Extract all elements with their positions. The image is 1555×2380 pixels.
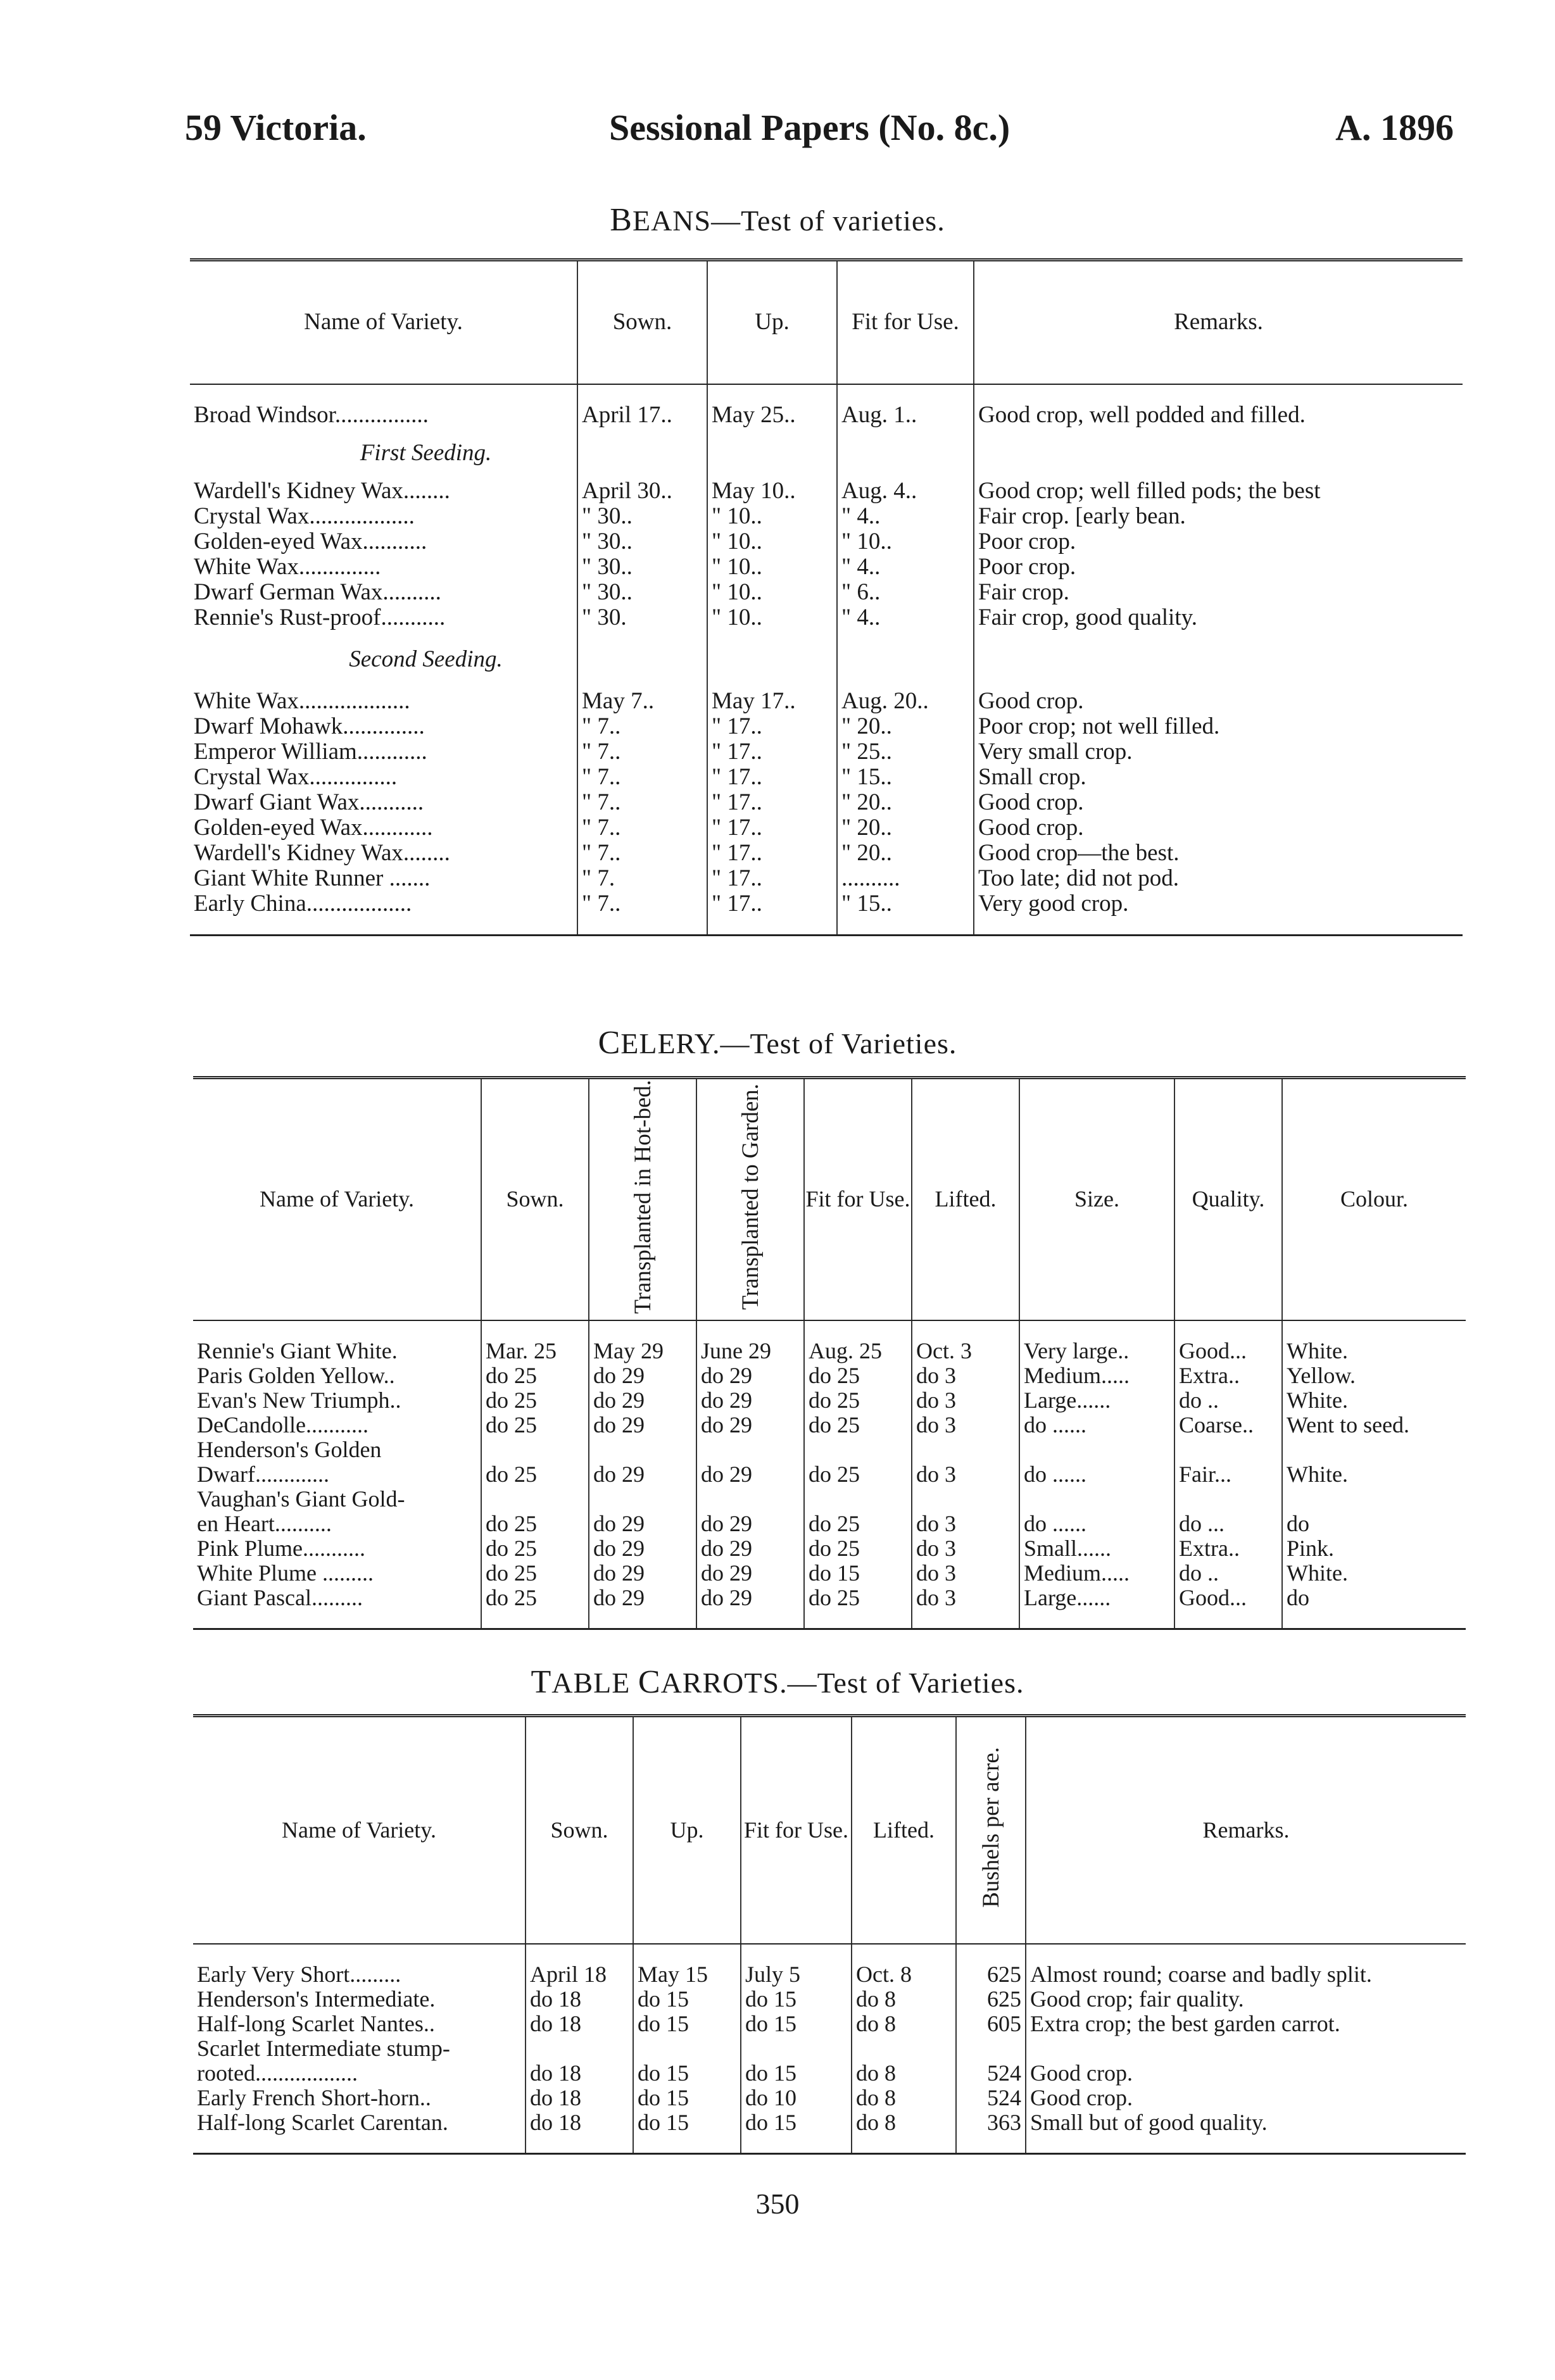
carrots-title-sc1: ABLE	[551, 1667, 631, 1699]
beans-col-sown: Sown.	[577, 260, 707, 384]
table-row: Henderson's Golden	[193, 1437, 1466, 1462]
carrots-col-name: Name of Variety.	[193, 1716, 526, 1944]
beans-col-up: Up.	[707, 260, 837, 384]
celery-col-name: Name of Variety.	[193, 1078, 481, 1320]
table-row: Paris Golden Yellow.. do 25 do 29 do 29 do 25 do 3 Medium..... Extra.. Yellow.	[193, 1363, 1466, 1388]
celery-col-quality: Quality.	[1174, 1078, 1282, 1320]
carrots-col-up: Up.	[633, 1716, 741, 1944]
carrots-rows	[193, 1944, 1466, 2154]
carrots-title-cap1: T	[531, 1664, 552, 1700]
beans-col-fit: Fit for Use.	[837, 260, 974, 384]
table-row: Dwarf............. do 25 do 29 do 29 do 25 do 3 do ...... Fair... White.	[193, 1462, 1466, 1487]
beans-title-rest: —Test of varieties.	[711, 204, 945, 237]
carrots-col-remarks: Remarks.	[1026, 1716, 1466, 1944]
celery-rows	[193, 1320, 1466, 1629]
table-row: White Plume ......... do 25 do 29 do 29 do 15 do 3 Medium..... do .. White.	[193, 1561, 1466, 1586]
table-row: White Wax................... May 7.. May 17.. Aug. 20.. Good crop.	[190, 689, 1463, 714]
beans-subhead-second: Second Seeding.	[190, 630, 577, 689]
carrots-col-lifted: Lifted.	[852, 1716, 956, 1944]
table-row: Early China.................. " 7.. " 17.. " 15.. Very good crop.	[190, 891, 1463, 917]
celery-col-sown: Sown.	[481, 1078, 589, 1320]
table-row: Pink Plume........... do 25 do 29 do 29 do 25 do 3 Small...... Extra.. Pink.	[193, 1536, 1466, 1561]
celery-table	[193, 1076, 1466, 1630]
celery-col-size: Size.	[1019, 1078, 1174, 1320]
beans-table	[190, 258, 1463, 936]
table-row: Giant Pascal......... do 25 do 29 do 29 do 25 do 3 Large...... Good... do	[193, 1586, 1466, 1610]
carrots-col-sown: Sown.	[526, 1716, 633, 1944]
carrots-title	[0, 1663, 1555, 1701]
table-row: Early French Short-horn.. do 18 do 15 do 10 do 8 524 Good crop.	[193, 2086, 1466, 2110]
celery-col-fit: Fit for Use.	[804, 1078, 912, 1320]
table-row: Broad Windsor................ April 17.. May 25.. Aug. 1.. Good crop, well podded and filled.	[190, 403, 1463, 428]
table-row: White Wax.............. " 30.. " 10.. " 4.. Poor crop.	[190, 554, 1463, 580]
beans-subhead-first: First Seeding.	[190, 428, 577, 479]
table-row: Wardell's Kidney Wax........ April 30.. May 10.. Aug. 4.. Good crop; well filled pods; the best	[190, 479, 1463, 504]
table-row: en Heart.......... do 25 do 29 do 29 do 25 do 3 do ...... do ... do	[193, 1512, 1466, 1536]
table-row: Dwarf Mohawk.............. " 7.. " 17.. " 20.. Poor crop; not well filled.	[190, 714, 1463, 739]
carrots-table	[193, 1714, 1466, 2155]
celery-col-garden	[696, 1078, 804, 1320]
table-row: Half-long Scarlet Nantes.. do 18 do 15 do 15 do 8 605 Extra crop; the best garden carrot.	[193, 2012, 1466, 2036]
table-row: Crystal Wax............... " 7.. " 17.. " 15.. Small crop.	[190, 765, 1463, 790]
beans-col-remarks: Remarks.	[974, 260, 1463, 384]
beans-title	[0, 201, 1555, 239]
table-row: Rennie's Rust-proof........... " 30. " 10.. " 4.. Fair crop, good quality.	[190, 605, 1463, 630]
subheading-row	[190, 630, 1463, 689]
carrots-col-fit: Fit for Use.	[741, 1716, 852, 1944]
table-row: Emperor William............ " 7.. " 17.. " 25.. Very small crop.	[190, 739, 1463, 765]
subheading-row	[190, 428, 1463, 479]
celery-col-hotbed-label: Transplanted in Hot-bed.	[629, 1080, 656, 1314]
table-row: Henderson's Intermediate. do 18 do 15 do 15 do 8 625 Good crop; fair quality.	[193, 1987, 1466, 2012]
table-row: Evan's New Triumph.. do 25 do 29 do 29 do 25 do 3 Large...... do .. White.	[193, 1388, 1466, 1413]
celery-title-rest: .—Test of Varieties.	[712, 1027, 957, 1060]
carrots-col-bushels-label: Bushels per acre.	[978, 1747, 1004, 1908]
table-row: Golden-eyed Wax........... " 30.. " 10.. " 10.. Poor crop.	[190, 529, 1463, 554]
celery-title-cap: C	[598, 1025, 621, 1061]
celery-col-colour: Colour.	[1282, 1078, 1466, 1320]
page-number: 350	[755, 2188, 800, 2220]
table-row: Dwarf German Wax.......... " 30.. " 10.. " 6.. Fair crop.	[190, 580, 1463, 605]
table-row: Rennie's Giant White. Mar. 25 May 29 June 29 Aug. 25 Oct. 3 Very large.. Good... White.	[193, 1339, 1466, 1363]
table-row: DeCandolle........... do 25 do 29 do 29 do 25 do 3 do ...... Coarse.. Went to seed.	[193, 1413, 1466, 1437]
table-row: Vaughan's Giant Gold-	[193, 1487, 1466, 1512]
table-row: rooted.................. do 18 do 15 do 15 do 8 524 Good crop.	[193, 2061, 1466, 2086]
table-row: Early Very Short......... April 18 May 15 July 5 Oct. 8 625 Almost round; coarse and badly split.	[193, 1962, 1466, 1987]
celery-col-garden-label: Transplanted to Garden.	[737, 1084, 764, 1310]
header-left: 59 Victoria.	[185, 107, 367, 148]
beans-title-sc: EANS	[632, 204, 712, 237]
table-row: Giant White Runner ....... " 7. " 17.. .......... Too late; did not pod.	[190, 866, 1463, 891]
beans-col-name: Name of Variety.	[190, 260, 577, 384]
carrots-title-sc2: ARROTS	[660, 1667, 780, 1699]
header-right: A. 1896	[1335, 107, 1454, 148]
table-row: Golden-eyed Wax............ " 7.. " 17.. " 20.. Good crop.	[190, 815, 1463, 841]
carrots-col-bushels	[956, 1716, 1026, 1944]
beans-rows	[190, 384, 1463, 936]
table-row: Dwarf Giant Wax........... " 7.. " 17.. " 20.. Good crop.	[190, 790, 1463, 815]
celery-title-sc: ELERY	[620, 1027, 712, 1060]
table-row: Scarlet Intermediate stump-	[193, 2036, 1466, 2061]
celery-title	[0, 1024, 1555, 1062]
carrots-title-rest: .—Test of Varieties.	[779, 1667, 1024, 1699]
celery-col-hotbed	[589, 1078, 696, 1320]
celery-col-lifted: Lifted.	[912, 1078, 1019, 1320]
table-row: Half-long Scarlet Carentan. do 18 do 15 do 15 do 8 363 Small but of good quality.	[193, 2110, 1466, 2135]
table-row: Wardell's Kidney Wax........ " 7.. " 17.. " 20.. Good crop—the best.	[190, 841, 1463, 866]
header-center: Sessional Papers (No. 8c.)	[609, 107, 1010, 148]
carrots-title-cap2: C	[638, 1664, 661, 1700]
beans-title-cap: B	[610, 202, 633, 238]
table-row: Crystal Wax.................. " 30.. " 10.. " 4.. Fair crop. [early bean.	[190, 504, 1463, 529]
